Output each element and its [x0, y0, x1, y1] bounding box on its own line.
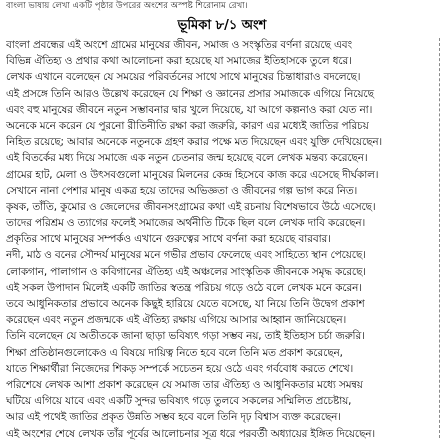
page-header-line: বাংলা ভাষায় লেখা একটি পৃষ্ঠার উপরের অংশের অস্পষ্ট শিরোনাম রেখা।	[6, 1, 248, 11]
text-line: তবে আধুনিকতার প্রভাবে অনেক কিছুই হারিয়ে যেতে বসেছে, যা নিয়ে তিনি উদ্বেগ প্রকাশ	[6, 298, 365, 310]
text-line: নিহিত রয়েছে; আবার অনেকে নতুনকে গ্রহণ করার পক্ষে মত দিয়েছেন এবং যুক্তি দেখিয়েছেন।	[6, 136, 383, 149]
text-line: সেখানে নানা পেশার মানুষ একত্র হয়ে তাদের অভিজ্ঞতা ও জীবনের গল্প ভাগ করে নিত।	[6, 184, 358, 197]
text-line: এই বিতর্কের মধ্য দিয়ে সমাজে এক নতুন চেতনার জন্ম হয়েছে বলে লেখক মন্তব্য করেছেন।	[6, 152, 368, 165]
text-line: বাংলা প্রবন্ধের এই অংশে গ্রামের মানুষের জীবন, সমাজ ও সংস্কৃতির বর্ণনা রয়েছে এবং	[6, 39, 352, 51]
text-line: শিক্ষা প্রতিষ্ঠানগুলোকেও এ বিষয়ে দায়িত্ব নিতে হবে বলে তিনি মত প্রকাশ করেছেন,	[6, 346, 343, 359]
text-line: প্রকৃতির সাথে মানুষের সম্পর্কও এখানে গুরুত্বের সাথে বর্ণনা করা হয়েছে বারবার।	[6, 233, 331, 246]
text-line: অনেকে মনে করেন যে পুরনো রীতিনীতি রক্ষা করা জরুরি, কারণ এর মধ্যেই জাতির পরিচয়	[6, 119, 369, 132]
text-line: লেখক এখানে বলেছেন যে সময়ের পরিবর্তনের সাথে সাথে মানুষের চিন্তাধারাও বদলেছে।	[6, 71, 361, 84]
text-line: এবং বহু মানুষের জীবনে নতুন সম্ভাবনার দ্বার খুলে দিয়েছে, যা আগে কল্পনাও করা যেত না।	[6, 103, 373, 116]
text-line: এই সকল উপাদান মিলেই একটি জাতির স্বতন্ত্র পরিচয় গড়ে ওঠে বলে লেখক মনে করেন।	[6, 281, 362, 294]
margin-dashed-rule	[439, 38, 440, 438]
text-line: এই অংশের শেষে লেখক তাঁর পূর্বের আলোচনার সূত্র ধরে পরবর্তী অধ্যায়ের ইঙ্গিত দিয়েছেন।	[6, 427, 375, 440]
body-paragraph	[6, 37, 430, 441]
text-line: কৃষক, তাঁতি, কুমোর ও জেলেদের জীবনসংগ্রামের কথা এই রচনায় বিশেষভাবে উঠে এসেছে।	[6, 200, 376, 213]
text-line: নদী, মাঠ ও বনের সৌন্দর্য মানুষের মনে গভীর প্রভাব ফেলেছে এবং সাহিত্যে স্থান পেয়েছে।	[6, 249, 366, 262]
text-line: বিভিন্ন ঐতিহ্য ও প্রথার কথা আলোচনা করা হয়েছে যা সমাজের ইতিহাসকে তুলে ধরে।	[6, 55, 352, 68]
text-line: পরিশেষে লেখক আশা প্রকাশ করেছেন যে সমাজ তার ঐতিহ্য ও আধুনিকতার মধ্যে সমন্বয়	[6, 378, 363, 391]
text-line: গ্রামের হাট, মেলা ও উৎসবগুলো মানুষের মিলনের কেন্দ্র হিসেবে কাজ করে এসেছে দীর্ঘকাল।	[6, 168, 379, 181]
section-title: ভূমিকা ৮/১ অংশ	[177, 18, 267, 33]
text-line: ঘটিয়ে এগিয়ে যাবে এবং একটি সুন্দর ভবিষ্যৎ গড়ে তুলবে সকলের সম্মিলিত প্রচেষ্টায়,	[6, 395, 352, 408]
text-line: তাদের পরিশ্রম ও ত্যাগের ফলেই সমাজের অর্থনীতি টিকে ছিল বলে লেখক দাবি করেছেন।	[6, 217, 366, 230]
text-line: যাতে শিক্ষার্থীরা নিজেদের শিকড় সম্পর্কে সচেতন হয়ে ওঠে এবং গর্ববোধ করতে শেখে।	[6, 362, 354, 375]
text-line: আর এই পথেই জাতির প্রকৃত উন্নতি সম্ভব হবে বলে তিনি দৃঢ় বিশ্বাস ব্যক্ত করেছেন।	[6, 411, 341, 424]
text-line: এই প্রসঙ্গে তিনি আরও উল্লেখ করেছেন যে শিক্ষা ও জ্ঞানের প্রসার সমাজকে এগিয়ে নিয়েছে	[6, 87, 374, 100]
text-line: লোকগান, পালাগান ও কবিগানের ঐতিহ্য এই অঞ্চলের সাংস্কৃতিক জীবনকে সমৃদ্ধ করেছে।	[6, 265, 366, 278]
text-line: তিনি বলেছেন যে অতীতকে জানা ছাড়া ভবিষ্যৎ গড়া সম্ভব নয়, তাই ইতিহাস চর্চা জরুরি।	[6, 330, 365, 343]
text-line: করেছেন এবং নতুন প্রজন্মকে এই ঐতিহ্য রক্ষায় এগিয়ে আসার আহ্বান জানিয়েছেন।	[6, 314, 347, 327]
